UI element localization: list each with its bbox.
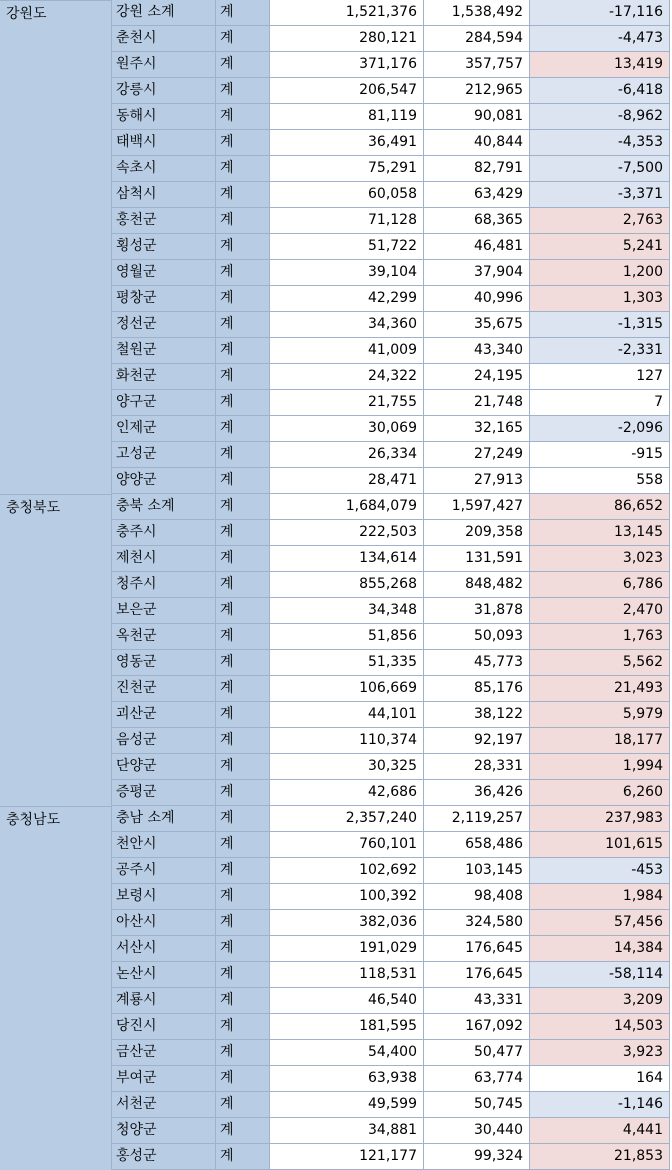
district-name-cell[interactable]: 속초시 [112,156,216,182]
type-cell[interactable]: 계 [216,104,270,130]
region-cell[interactable] [0,1040,112,1066]
value-cell-1[interactable]: 26,334 [270,442,424,468]
type-cell[interactable]: 계 [216,1040,270,1066]
difference-cell[interactable]: 3,023 [530,546,670,572]
type-cell[interactable]: 계 [216,884,270,910]
type-cell[interactable]: 계 [216,1092,270,1118]
region-cell[interactable] [0,936,112,962]
region-cell[interactable] [0,546,112,572]
value-cell-1[interactable]: 42,686 [270,780,424,806]
value-cell-1[interactable]: 30,325 [270,754,424,780]
type-cell[interactable]: 계 [216,442,270,468]
value-cell-1[interactable]: 181,595 [270,1014,424,1040]
region-cell[interactable] [0,234,112,260]
value-cell-2[interactable]: 32,165 [424,416,530,442]
district-name-cell[interactable]: 제천시 [112,546,216,572]
value-cell-2[interactable]: 27,913 [424,468,530,494]
region-cell[interactable] [0,390,112,416]
district-name-cell[interactable]: 영월군 [112,260,216,286]
type-cell[interactable]: 계 [216,858,270,884]
difference-cell[interactable]: 7 [530,390,670,416]
value-cell-1[interactable]: 54,400 [270,1040,424,1066]
value-cell-1[interactable]: 81,119 [270,104,424,130]
difference-cell[interactable]: 3,923 [530,1040,670,1066]
district-name-cell[interactable]: 아산시 [112,910,216,936]
type-cell[interactable]: 계 [216,260,270,286]
region-cell[interactable] [0,260,112,286]
value-cell-2[interactable]: 90,081 [424,104,530,130]
district-name-cell[interactable]: 공주시 [112,858,216,884]
difference-cell[interactable]: 164 [530,1066,670,1092]
region-cell[interactable] [0,338,112,364]
type-cell[interactable]: 계 [216,156,270,182]
district-name-cell[interactable]: 평창군 [112,286,216,312]
region-cell[interactable] [0,650,112,676]
difference-cell[interactable]: 21,493 [530,676,670,702]
region-cell[interactable] [0,286,112,312]
value-cell-2[interactable]: 63,429 [424,182,530,208]
type-cell[interactable]: 계 [216,338,270,364]
value-cell-2[interactable]: 40,844 [424,130,530,156]
type-cell[interactable]: 계 [216,468,270,494]
value-cell-1[interactable]: 855,268 [270,572,424,598]
value-cell-1[interactable]: 2,357,240 [270,806,424,832]
value-cell-1[interactable]: 30,069 [270,416,424,442]
district-name-cell[interactable]: 부여군 [112,1066,216,1092]
value-cell-2[interactable]: 36,426 [424,780,530,806]
district-name-cell[interactable]: 강원 소계 [112,0,216,26]
difference-cell[interactable]: 1,303 [530,286,670,312]
type-cell[interactable]: 계 [216,494,270,520]
value-cell-2[interactable]: 98,408 [424,884,530,910]
value-cell-2[interactable]: 357,757 [424,52,530,78]
type-cell[interactable]: 계 [216,1144,270,1170]
value-cell-2[interactable]: 35,675 [424,312,530,338]
type-cell[interactable]: 계 [216,546,270,572]
value-cell-2[interactable]: 103,145 [424,858,530,884]
difference-cell[interactable]: 18,177 [530,728,670,754]
value-cell-1[interactable]: 46,540 [270,988,424,1014]
difference-cell[interactable]: 13,419 [530,52,670,78]
difference-cell[interactable]: 14,384 [530,936,670,962]
value-cell-1[interactable]: 34,881 [270,1118,424,1144]
region-cell[interactable] [0,962,112,988]
type-cell[interactable]: 계 [216,780,270,806]
difference-cell[interactable]: -1,146 [530,1092,670,1118]
difference-cell[interactable]: -4,473 [530,26,670,52]
value-cell-2[interactable]: 131,591 [424,546,530,572]
type-cell[interactable]: 계 [216,702,270,728]
difference-cell[interactable]: -58,114 [530,962,670,988]
value-cell-2[interactable]: 21,748 [424,390,530,416]
value-cell-2[interactable]: 85,176 [424,676,530,702]
district-name-cell[interactable]: 태백시 [112,130,216,156]
type-cell[interactable]: 계 [216,286,270,312]
region-cell[interactable] [0,520,112,546]
type-cell[interactable]: 계 [216,364,270,390]
value-cell-2[interactable]: 209,358 [424,520,530,546]
district-name-cell[interactable]: 강릉시 [112,78,216,104]
difference-cell[interactable]: 6,786 [530,572,670,598]
district-name-cell[interactable]: 계룡시 [112,988,216,1014]
value-cell-2[interactable]: 43,340 [424,338,530,364]
type-cell[interactable]: 계 [216,806,270,832]
difference-cell[interactable]: -915 [530,442,670,468]
value-cell-1[interactable]: 382,036 [270,910,424,936]
value-cell-1[interactable]: 760,101 [270,832,424,858]
region-cell[interactable]: 강원도 [0,0,112,26]
type-cell[interactable]: 계 [216,416,270,442]
type-cell[interactable]: 계 [216,312,270,338]
value-cell-1[interactable]: 24,322 [270,364,424,390]
value-cell-2[interactable]: 24,195 [424,364,530,390]
region-cell[interactable] [0,312,112,338]
region-cell[interactable] [0,78,112,104]
difference-cell[interactable]: 6,260 [530,780,670,806]
difference-cell[interactable]: 14,503 [530,1014,670,1040]
region-cell[interactable] [0,52,112,78]
value-cell-2[interactable]: 38,122 [424,702,530,728]
value-cell-1[interactable]: 75,291 [270,156,424,182]
type-cell[interactable]: 계 [216,676,270,702]
region-cell[interactable] [0,624,112,650]
type-cell[interactable]: 계 [216,1014,270,1040]
value-cell-2[interactable]: 2,119,257 [424,806,530,832]
type-cell[interactable]: 계 [216,78,270,104]
value-cell-2[interactable]: 50,477 [424,1040,530,1066]
value-cell-2[interactable]: 31,878 [424,598,530,624]
value-cell-1[interactable]: 39,104 [270,260,424,286]
value-cell-1[interactable]: 134,614 [270,546,424,572]
value-cell-1[interactable]: 371,176 [270,52,424,78]
type-cell[interactable]: 계 [216,130,270,156]
difference-cell[interactable]: -2,096 [530,416,670,442]
value-cell-2[interactable]: 176,645 [424,936,530,962]
value-cell-1[interactable]: 51,722 [270,234,424,260]
district-name-cell[interactable]: 증평군 [112,780,216,806]
value-cell-2[interactable]: 27,249 [424,442,530,468]
value-cell-2[interactable]: 1,538,492 [424,0,530,26]
district-name-cell[interactable]: 양양군 [112,468,216,494]
value-cell-1[interactable]: 51,335 [270,650,424,676]
difference-cell[interactable]: 3,209 [530,988,670,1014]
type-cell[interactable]: 계 [216,520,270,546]
value-cell-1[interactable]: 280,121 [270,26,424,52]
region-cell[interactable] [0,884,112,910]
region-cell[interactable] [0,442,112,468]
value-cell-1[interactable]: 42,299 [270,286,424,312]
region-cell[interactable] [0,1144,112,1170]
district-name-cell[interactable]: 괴산군 [112,702,216,728]
region-cell[interactable] [0,208,112,234]
district-name-cell[interactable]: 금산군 [112,1040,216,1066]
value-cell-1[interactable]: 41,009 [270,338,424,364]
difference-cell[interactable]: -4,353 [530,130,670,156]
value-cell-1[interactable]: 100,392 [270,884,424,910]
value-cell-2[interactable]: 46,481 [424,234,530,260]
value-cell-2[interactable]: 167,092 [424,1014,530,1040]
type-cell[interactable]: 계 [216,182,270,208]
value-cell-1[interactable]: 121,177 [270,1144,424,1170]
district-name-cell[interactable]: 홍성군 [112,1144,216,1170]
value-cell-1[interactable]: 36,491 [270,130,424,156]
type-cell[interactable]: 계 [216,910,270,936]
difference-cell[interactable]: -6,418 [530,78,670,104]
value-cell-1[interactable]: 102,692 [270,858,424,884]
type-cell[interactable]: 계 [216,988,270,1014]
value-cell-2[interactable]: 99,324 [424,1144,530,1170]
district-name-cell[interactable]: 충주시 [112,520,216,546]
value-cell-2[interactable]: 50,093 [424,624,530,650]
difference-cell[interactable]: 237,983 [530,806,670,832]
region-cell[interactable] [0,988,112,1014]
type-cell[interactable]: 계 [216,208,270,234]
region-cell[interactable] [0,1092,112,1118]
district-name-cell[interactable]: 천안시 [112,832,216,858]
difference-cell[interactable]: 1,200 [530,260,670,286]
type-cell[interactable]: 계 [216,962,270,988]
type-cell[interactable]: 계 [216,572,270,598]
district-name-cell[interactable]: 정선군 [112,312,216,338]
type-cell[interactable]: 계 [216,754,270,780]
difference-cell[interactable]: 1,994 [530,754,670,780]
region-cell[interactable] [0,104,112,130]
value-cell-2[interactable]: 30,440 [424,1118,530,1144]
district-name-cell[interactable]: 청주시 [112,572,216,598]
region-cell[interactable]: 충청남도 [0,806,112,832]
region-cell[interactable] [0,858,112,884]
type-cell[interactable]: 계 [216,26,270,52]
region-cell[interactable] [0,728,112,754]
value-cell-1[interactable]: 110,374 [270,728,424,754]
region-cell[interactable] [0,182,112,208]
region-cell[interactable] [0,26,112,52]
difference-cell[interactable]: 5,979 [530,702,670,728]
region-cell[interactable] [0,754,112,780]
value-cell-2[interactable]: 176,645 [424,962,530,988]
district-name-cell[interactable]: 당진시 [112,1014,216,1040]
difference-cell[interactable]: -453 [530,858,670,884]
type-cell[interactable]: 계 [216,1118,270,1144]
value-cell-2[interactable]: 68,365 [424,208,530,234]
district-name-cell[interactable]: 충남 소계 [112,806,216,832]
type-cell[interactable]: 계 [216,650,270,676]
difference-cell[interactable]: 101,615 [530,832,670,858]
type-cell[interactable]: 계 [216,52,270,78]
value-cell-2[interactable]: 82,791 [424,156,530,182]
value-cell-1[interactable]: 206,547 [270,78,424,104]
difference-cell[interactable]: -17,116 [530,0,670,26]
value-cell-1[interactable]: 1,684,079 [270,494,424,520]
value-cell-2[interactable]: 63,774 [424,1066,530,1092]
difference-cell[interactable]: 2,470 [530,598,670,624]
value-cell-1[interactable]: 51,856 [270,624,424,650]
type-cell[interactable]: 계 [216,1066,270,1092]
district-name-cell[interactable]: 횡성군 [112,234,216,260]
value-cell-1[interactable]: 60,058 [270,182,424,208]
value-cell-1[interactable]: 63,938 [270,1066,424,1092]
district-name-cell[interactable]: 보령시 [112,884,216,910]
district-name-cell[interactable]: 논산시 [112,962,216,988]
value-cell-1[interactable]: 191,029 [270,936,424,962]
value-cell-1[interactable]: 106,669 [270,676,424,702]
type-cell[interactable]: 계 [216,598,270,624]
difference-cell[interactable]: 1,984 [530,884,670,910]
value-cell-1[interactable]: 34,360 [270,312,424,338]
district-name-cell[interactable]: 충북 소계 [112,494,216,520]
value-cell-2[interactable]: 1,597,427 [424,494,530,520]
district-name-cell[interactable]: 화천군 [112,364,216,390]
district-name-cell[interactable]: 동해시 [112,104,216,130]
difference-cell[interactable]: 1,763 [530,624,670,650]
type-cell[interactable]: 계 [216,832,270,858]
value-cell-2[interactable]: 658,486 [424,832,530,858]
district-name-cell[interactable]: 삼척시 [112,182,216,208]
district-name-cell[interactable]: 양구군 [112,390,216,416]
region-cell[interactable] [0,130,112,156]
value-cell-2[interactable]: 43,331 [424,988,530,1014]
value-cell-2[interactable]: 284,594 [424,26,530,52]
type-cell[interactable]: 계 [216,390,270,416]
district-name-cell[interactable]: 영동군 [112,650,216,676]
district-name-cell[interactable]: 서산시 [112,936,216,962]
difference-cell[interactable]: -8,962 [530,104,670,130]
district-name-cell[interactable]: 진천군 [112,676,216,702]
value-cell-2[interactable]: 848,482 [424,572,530,598]
value-cell-2[interactable]: 28,331 [424,754,530,780]
difference-cell[interactable]: -3,371 [530,182,670,208]
difference-cell[interactable]: -7,500 [530,156,670,182]
value-cell-2[interactable]: 45,773 [424,650,530,676]
region-cell[interactable] [0,910,112,936]
district-name-cell[interactable]: 춘천시 [112,26,216,52]
district-name-cell[interactable]: 홍천군 [112,208,216,234]
value-cell-1[interactable]: 118,531 [270,962,424,988]
district-name-cell[interactable]: 원주시 [112,52,216,78]
difference-cell[interactable]: 57,456 [530,910,670,936]
value-cell-1[interactable]: 28,471 [270,468,424,494]
value-cell-2[interactable]: 92,197 [424,728,530,754]
district-name-cell[interactable]: 철원군 [112,338,216,364]
region-cell[interactable] [0,416,112,442]
value-cell-2[interactable]: 50,745 [424,1092,530,1118]
region-cell[interactable] [0,156,112,182]
difference-cell[interactable]: -2,331 [530,338,670,364]
difference-cell[interactable]: 5,562 [530,650,670,676]
district-name-cell[interactable]: 옥천군 [112,624,216,650]
type-cell[interactable]: 계 [216,624,270,650]
value-cell-1[interactable]: 21,755 [270,390,424,416]
district-name-cell[interactable]: 고성군 [112,442,216,468]
region-cell[interactable] [0,780,112,806]
value-cell-1[interactable]: 49,599 [270,1092,424,1118]
region-cell[interactable] [0,572,112,598]
type-cell[interactable]: 계 [216,936,270,962]
type-cell[interactable]: 계 [216,234,270,260]
difference-cell[interactable]: -1,315 [530,312,670,338]
value-cell-1[interactable]: 34,348 [270,598,424,624]
region-cell[interactable] [0,1014,112,1040]
district-name-cell[interactable]: 음성군 [112,728,216,754]
type-cell[interactable]: 계 [216,728,270,754]
region-cell[interactable] [0,468,112,494]
difference-cell[interactable]: 4,441 [530,1118,670,1144]
value-cell-2[interactable]: 40,996 [424,286,530,312]
type-cell[interactable]: 계 [216,0,270,26]
district-name-cell[interactable]: 보은군 [112,598,216,624]
value-cell-1[interactable]: 44,101 [270,702,424,728]
value-cell-2[interactable]: 324,580 [424,910,530,936]
region-cell[interactable]: 충청북도 [0,494,112,520]
region-cell[interactable] [0,1066,112,1092]
region-cell[interactable] [0,702,112,728]
district-name-cell[interactable]: 인제군 [112,416,216,442]
difference-cell[interactable]: 558 [530,468,670,494]
region-cell[interactable] [0,1118,112,1144]
difference-cell[interactable]: 86,652 [530,494,670,520]
difference-cell[interactable]: 2,763 [530,208,670,234]
value-cell-1[interactable]: 222,503 [270,520,424,546]
district-name-cell[interactable]: 단양군 [112,754,216,780]
difference-cell[interactable]: 13,145 [530,520,670,546]
difference-cell[interactable]: 5,241 [530,234,670,260]
region-cell[interactable] [0,676,112,702]
value-cell-2[interactable]: 212,965 [424,78,530,104]
difference-cell[interactable]: 21,853 [530,1144,670,1170]
difference-cell[interactable]: 127 [530,364,670,390]
district-name-cell[interactable]: 서천군 [112,1092,216,1118]
region-cell[interactable] [0,832,112,858]
value-cell-2[interactable]: 37,904 [424,260,530,286]
value-cell-1[interactable]: 1,521,376 [270,0,424,26]
region-cell[interactable] [0,364,112,390]
region-cell[interactable] [0,598,112,624]
district-name-cell[interactable]: 청양군 [112,1118,216,1144]
value-cell-1[interactable]: 71,128 [270,208,424,234]
